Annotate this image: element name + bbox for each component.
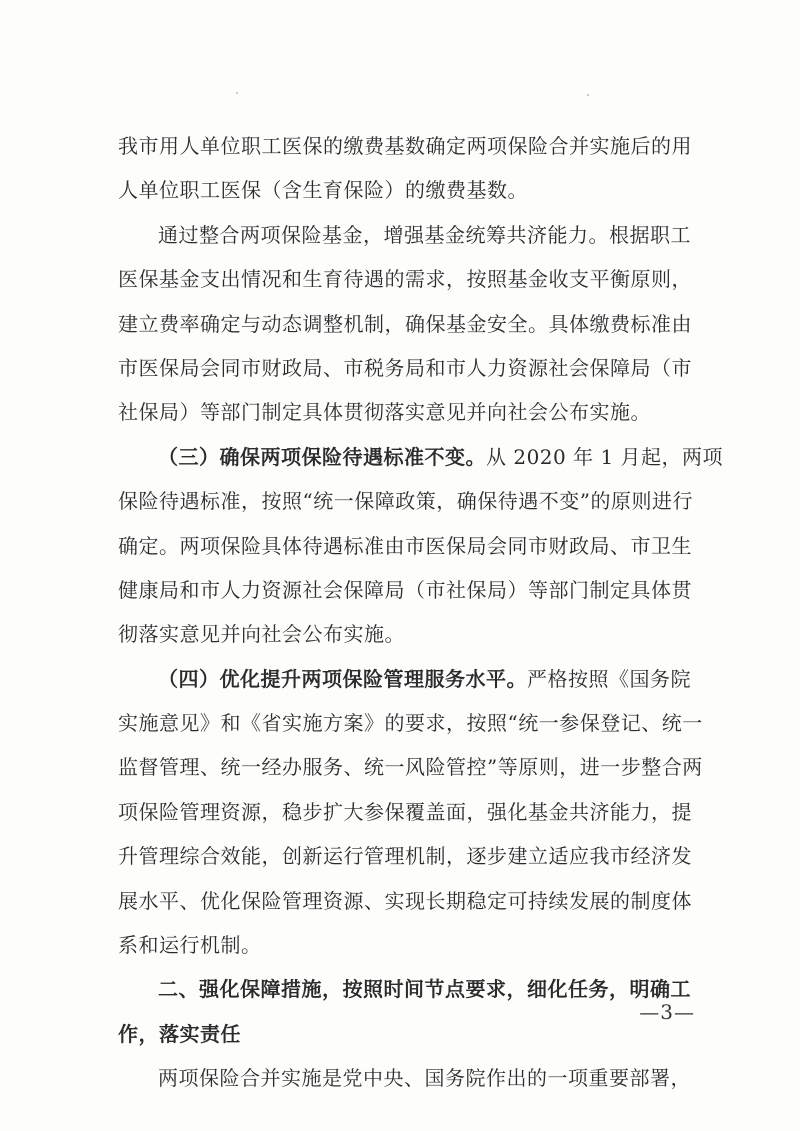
text-line: 升管理综合效能，创新运行管理机制，逐步建立适应我市经济发	[118, 844, 692, 869]
text-line: 彻落实意见并向社会公布实施。	[118, 622, 405, 647]
text-line: 两项保险合并实施是党中央、国务院作出的一项重要部署，	[158, 1066, 691, 1091]
text-line: 社保局）等部门制定具体贯彻落实意见并向社会公布实施。	[118, 400, 651, 425]
text-line: 人单位职工医保（含生育保险）的缴费基数。	[118, 178, 528, 203]
subheading-3: （三）确保两项保险待遇标准不变。	[158, 444, 486, 469]
text-line: 建立费率确定与动态调整机制，确保基金安全。具体缴费标准由	[118, 311, 692, 336]
body-text	[118, 124, 724, 1101]
text-line: 实施意见》和《省实施方案》的要求，按照“统一参保登记、统一	[118, 711, 703, 736]
text-line: 保险待遇标准，按照“统一保障政策，确保待遇不变”的原则进行	[118, 489, 693, 514]
text-span: 严格按照《国务院	[527, 666, 691, 691]
text-line: 监督管理、统一经办服务、统一风险管控”等原则，进一步整合两	[118, 755, 703, 780]
text-line: 医保基金支出情况和生育待遇的需求，按照基金收支平衡原则，	[118, 267, 692, 292]
text-line: 确定。两项保险具体待遇标准由市医保局会同市财政局、市卫生	[118, 533, 692, 558]
text-span: 从 2020 年 1 月起，两项	[486, 444, 724, 469]
text-line: 系和运行机制。	[118, 933, 262, 958]
scan-speck	[587, 94, 589, 96]
page-number: —3—	[639, 1000, 695, 1024]
text-line: 展水平、优化保险管理资源、实现长期稳定可持续发展的制度体	[118, 888, 692, 913]
text-line: 健康局和市人力资源社会保障局（市社保局）等部门制定具体贯	[118, 577, 692, 602]
subheading-4: （四）优化提升两项保险管理服务水平。	[158, 666, 527, 691]
text-line	[118, 435, 724, 479]
text-line	[118, 657, 690, 701]
text-line: 市医保局会同市财政局、市税务局和市人力资源社会保障局（市	[118, 355, 692, 380]
section-heading: 作，落实责任	[118, 1021, 241, 1046]
section-heading: 二、强化保障措施，按照时间节点要求，细化任务，明确工	[158, 977, 691, 1002]
text-line: 我市用人单位职工医保的缴费基数确定两项保险合并实施后的用	[118, 134, 692, 158]
text-line: 项保险管理资源，稳步扩大参保覆盖面，强化基金共济能力，提	[118, 799, 692, 824]
scan-speck	[236, 92, 238, 94]
text-line: 通过整合两项保险基金，增强基金统筹共济能力。根据职工	[158, 222, 691, 247]
